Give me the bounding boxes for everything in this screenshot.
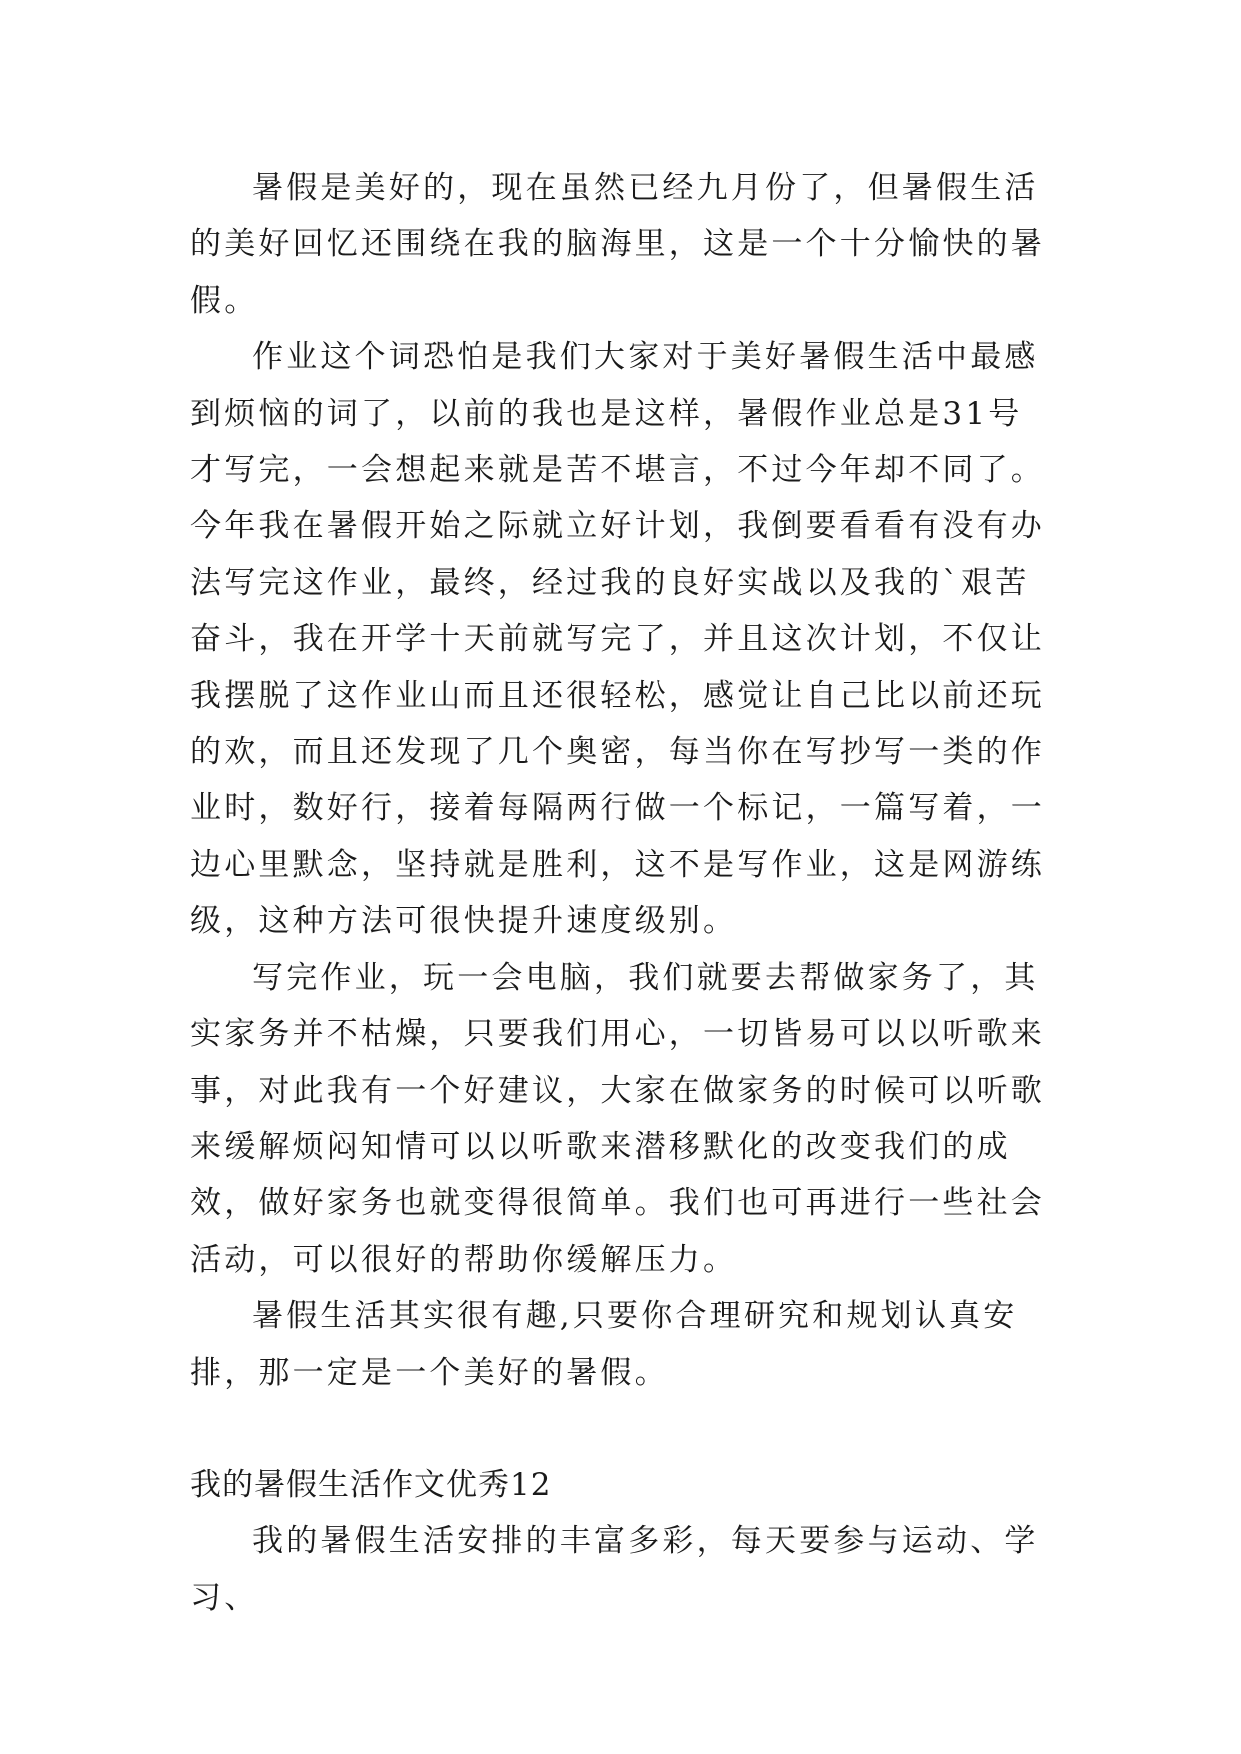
paragraph-5: 我的暑假生活安排的丰富多彩，每天要参与运动、学习、 (190, 1523, 1039, 1616)
paragraph-3: 写完作业，玩一会电脑，我们就要去帮做家务了，其实家务并不枯燥，只要我们用心，一切皆易可以以听歌来事，对此我有一个好建议，大家在做家务的时候可以听歌来缓解烦闷知情可以以听歌来潜移默化的改变我们的成效，做好家务也就变得很简单。我们也可再进行一些社会活动，可以很好的帮助你缓解压力。 (190, 959, 1045, 1278)
paragraph-4: 暑假生活其实很有趣,只要你合理研究和规划认真安排，那一定是一个美好的暑假。 (190, 1298, 1018, 1391)
paragraph-2: 作业这个词恐怕是我们大家对于美好暑假生活中最感到烦恼的词了，以前的我也是这样，暑假作业总是31号才写完，一会想起来就是苦不堪言，不过今年却不同了。今年我在暑假开始之际就立好计划，我倒要看看有没有办法写完这作业，最终，经过我的良好实战以及我的`艰苦奋斗，我在开学十天前就写完了，并且这次计划，不仅让我摆脱了这作业山而且还很轻松，感觉让自己比以前还玩的欢，而且还发现了几个奥密，每当你在写抄写一类的作业时，数好行，接着每隔两行做一个标记，一篇写着，一边心里默念，坚持就是胜利，这不是写作业，这是网游练级，这种方法可很快提升速度级别。 (190, 339, 1045, 940)
document-body (190, 160, 1050, 1626)
section-title: 我的暑假生活作文优秀12 (190, 1466, 552, 1503)
paragraph-1: 暑假是美好的，现在虽然已经九月份了，但暑假生活的美好回忆还围绕在我的脑海里，这是一个十分愉快的暑假。 (190, 170, 1045, 319)
